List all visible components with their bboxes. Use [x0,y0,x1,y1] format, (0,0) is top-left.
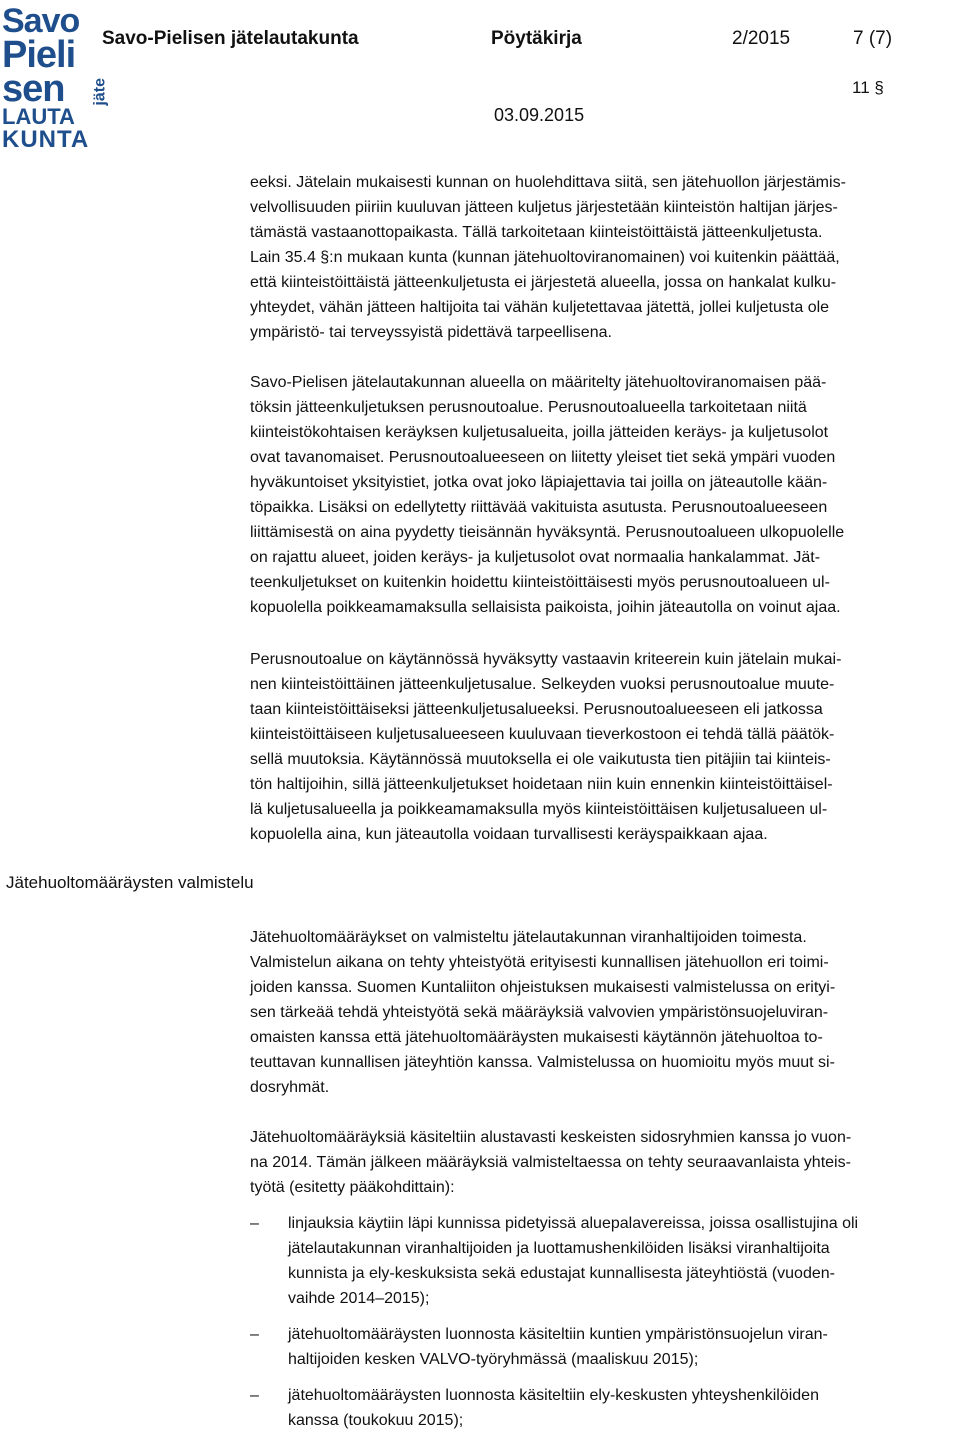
text-line: sellä muutoksia. Käytännössä muutoksella ei ole vaikutusta tien pitäjiin tai kiinteis- [250,751,831,768]
list-item-line: linjauksia käytiin läpi kunnissa pidetyissä aluepalavereissa, joissa osallistujina oli [288,1215,859,1232]
list-marker: – [250,1215,259,1232]
logo-line-2: Pieli [2,34,76,76]
list-item-line: jätelautakunnan viranhaltijoiden ja luottamushenkilöiden lisäksi viranhaltijoita [288,1240,830,1257]
text-line: omaisten kanssa että jätehuoltomääräysten mukaisesti käytännön jätehuoltoa to- [250,1029,823,1046]
logo-line-1: Savo [2,2,80,40]
text-line: tön haltijoihin, sillä jätteenkuljetukset hoidetaan niin kuin ennenkin kiinteistöittäisel- [250,776,833,793]
logo-line-4: LAUTA [2,104,75,129]
list-item [250,1383,958,1433]
text-line: töksin jätteenkuljetuksen perusnoutoalue. Perusnoutoalueella tarkoitetaan niitä [250,399,807,416]
text-line: taan kiinteistöittäiseksi jätteenkuljetusalueeksi. Perusnoutoalueeseen eli jatkossa [250,701,823,718]
text-line: yhteydet, vähän jätteen haltijoita tai vähän kuljetettavaa jätettä, jollei kuljetusta ole [250,299,830,316]
header-document-number: 2/2015 [732,28,791,49]
paragraph-1 [250,170,958,345]
text-line: teenkuljetukset on kuitenkin hoidettu kiinteistöittäisesti myös perusnoutoalueen ul- [250,574,830,591]
text-line: hyväkuntoiset yksityistiet, jotka ovat joko läpiajettavia tai joilla on jäteautolle kään- [250,474,828,491]
list-item [250,1322,958,1372]
text-line: on rajattu alueet, joiden keräys- ja kuljetusolot ovat normaalia hankalammat. Jät- [250,549,821,566]
text-line: teuttavan kunnallisen jäteyhtiön kanssa. Valmistelussa on huomioitu myös muut si- [250,1054,835,1071]
text-line: kiinteistökohtaisen keräyksen kuljetusalueita, joilla jätteiden keräys- ja kuljetusolot [250,424,829,441]
list-marker: – [250,1387,259,1404]
logo-line-5: KUNTA [2,126,90,153]
text-line: työtä (esitetty pääkohdittain): [250,1179,455,1196]
list-item-line: jätehuoltomääräysten luonnosta käsiteltiin ely-keskusten yhteyshenkilöiden [288,1387,819,1404]
text-line: Valmistelun aikana on tehty yhteistyötä erityisesti kunnallisen jätehuollon eri toimi- [250,954,829,971]
text-line: töpaikka. Lisäksi on edellytetty riittävää vakituista asutusta. Perusnoutoalueeseen [250,499,828,516]
text-line: lä kuljetusalueella ja poikkeamamaksulla myös kiinteistöittäisen kuljetusalueen ul- [250,801,828,818]
text-line: Savo-Pielisen jätelautakunnan alueella on määritelty jätehuoltoviranomaisen pää- [250,374,827,391]
text-line: dosryhmät. [250,1079,330,1096]
text-line: Lain 35.4 §:n mukaan kunta (kunnan jätehuoltoviranomainen) voi kuitenkin päättää, [250,249,840,266]
header-section: 11 § [852,78,884,97]
text-line: na 2014. Tämän jälkeen määräyksiä valmisteltaessa on tehty seuraavanlaista yhteis- [250,1154,851,1171]
text-line: että kiinteistöittäistä jätteenkuljetusta ei järjestetä alueella, jossa on hankalat kulku- [250,274,837,291]
list-marker: – [250,1326,259,1343]
text-line: joiden kanssa. Suomen Kuntaliiton ohjeistuksen mukaisesti valmistelussa on erityi- [250,979,836,996]
header-date: 03.09.2015 [494,105,585,125]
text-line: ympäristö- tai terveyssyistä pidettävä tarpeellisena. [250,324,612,341]
text-line: eeksi. Jätelain mukaisesti kunnan on huolehdittava siitä, sen jätehuollon järjestämis- [250,174,846,191]
text-line: tämästä vastaanottopaikasta. Tällä tarkoitetaan kiinteistöittäistä jätteenkuljetusta. [250,224,823,241]
logo-line-3: sen [2,68,65,110]
paragraph-5 [250,1125,958,1200]
list-item-line: kunnista ja ely-keskuksista sekä edustajat kunnallisesta jäteyhtiöstä (vuoden- [288,1265,835,1282]
logo-side-text: jäte [92,78,109,106]
side-heading: Jätehuoltomääräysten valmistelu [6,873,254,892]
list-item-line: haltijoiden kesken VALVO-työryhmässä (maaliskuu 2015); [288,1351,699,1368]
text-line: Perusnoutoalue on käytännössä hyväksytty vastaavin kriteerein kuin jätelain mukai- [250,651,842,668]
paragraph-3 [250,647,958,847]
savo-pielisen-jatelautakunta-logo [2,2,109,153]
header-page-number: 7 (7) [853,28,893,49]
text-line: kiinteistöittäiseen kuljetusalueeseen kuuluvaan tieverkostoon ei tehdä tällä päätök- [250,726,835,743]
text-line: Jätehuoltomääräykset on valmisteltu jätelautakunnan viranhaltijoiden toimesta. [250,929,807,946]
text-line: nen kiinteistöittäinen jätteenkuljetusalue. Selkeyden vuoksi perusnoutoalue muute- [250,676,835,693]
text-line: sen tärkeää tehdä yhteistyötä sekä määräyksiä valvovien ympäristönsuojeluviran- [250,1004,829,1021]
text-line: kopuolella aina, kun jäteautolla voidaan turvallisesti keräyspaikkaan ajaa. [250,826,768,843]
cooperation-list [250,1211,958,1444]
list-item-line: vaihde 2014–2015); [288,1290,430,1307]
list-item-line: jätehuoltomääräysten luonnosta käsiteltiin kuntien ympäristönsuojelun viran- [288,1326,828,1343]
text-line: liittämisestä on aina pyydetty tieisännän hyväksyntä. Perusnoutoalueen ulkopuolelle [250,524,845,541]
header-organization: Savo-Pielisen jätelautakunta [102,28,359,49]
list-item [250,1211,958,1311]
text-line: Jätehuoltomääräyksiä käsiteltiin alustavasti keskeisten sidosryhmien kanssa jo vuon- [250,1129,852,1146]
list-item-line: kanssa (toukokuu 2015); [288,1412,464,1429]
header-document-type: Pöytäkirja [491,28,582,49]
text-line: kopuolella poikkeamamaksulla sellaisista paikoista, joihin jäteautolla on voinut ajaa. [250,599,841,616]
paragraph-2 [250,370,958,620]
text-line: velvollisuuden piiriin kuuluvan jätteen kuljetus järjestetään kiinteistön haltijan järjes- [250,199,838,216]
paragraph-4 [250,925,958,1100]
text-line: ovat tavanomaiset. Perusnoutoalueeseen on liitetty yleiset tiet sekä ympäri vuoden [250,449,836,466]
